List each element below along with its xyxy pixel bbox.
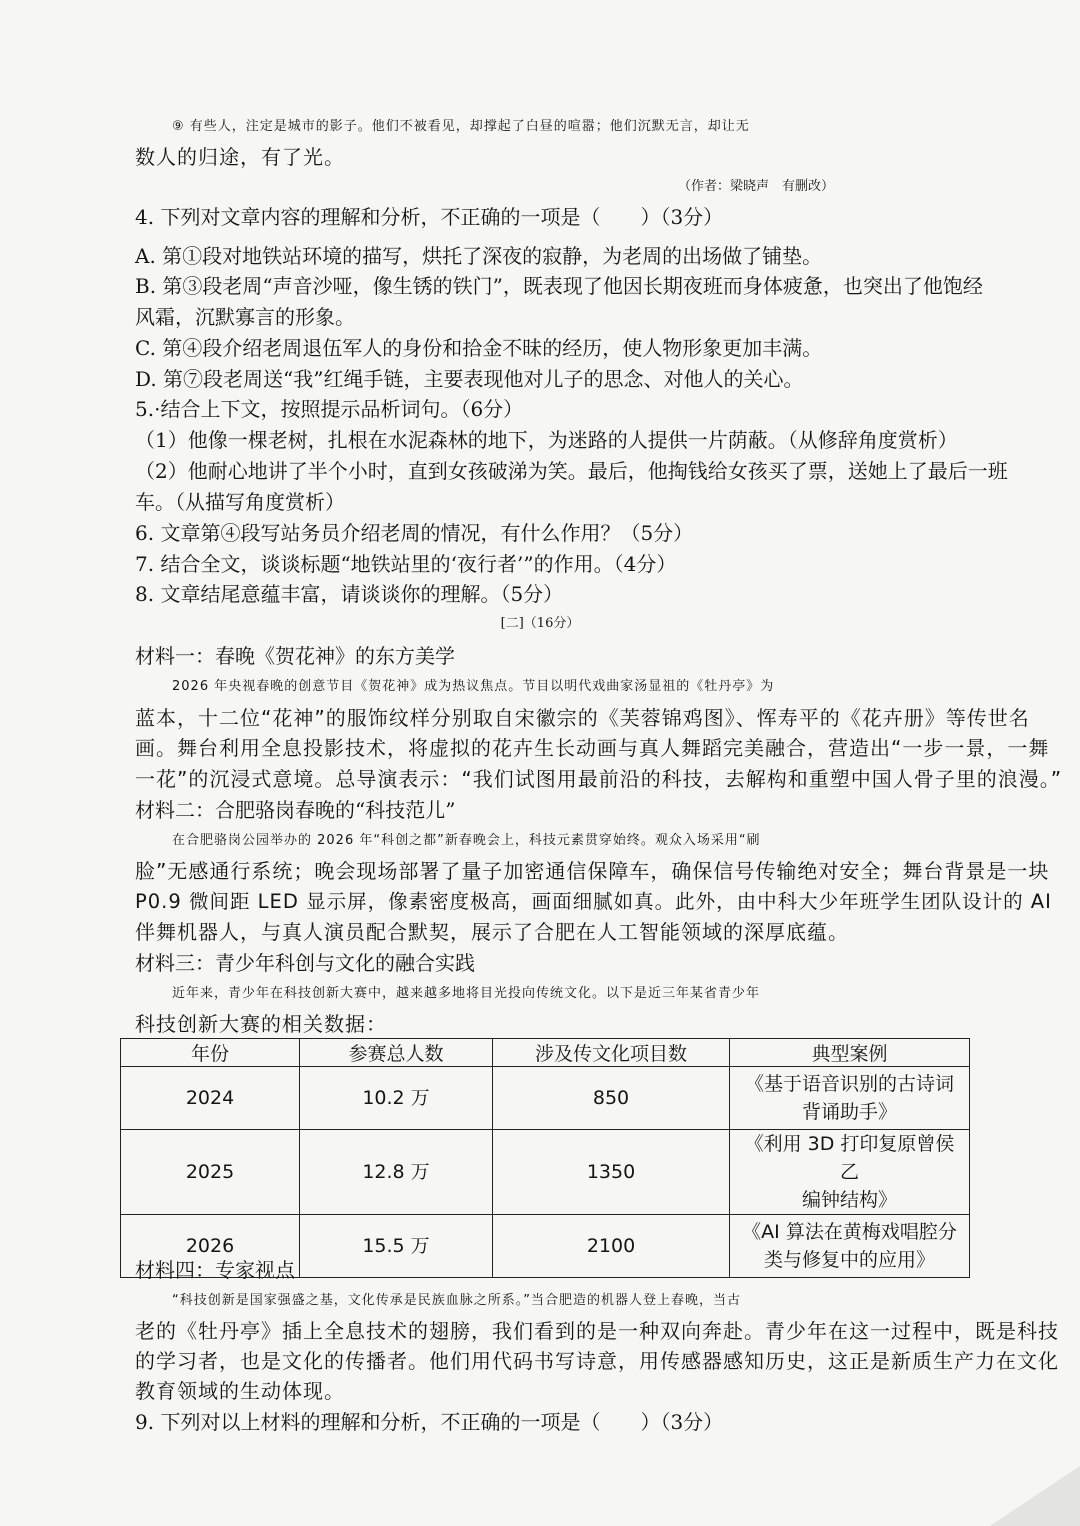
material-2-heading: 材料二：合肥骆岗春晚的“科技范儿” bbox=[135, 798, 456, 822]
question-4: 4. 下列对文章内容的理解和分析，不正确的一项是（ ）（3分） bbox=[135, 205, 724, 229]
material-3-line-2: 科技创新大赛的相关数据： bbox=[135, 1012, 387, 1036]
cell-case-line-1: 《AI 算法在黄梅戏唱腔分 bbox=[742, 1221, 957, 1243]
material-3-heading: 材料三：青少年科创与文化的融合实践 bbox=[135, 951, 475, 975]
cell-year: 2026 bbox=[121, 1215, 300, 1278]
question-9: 9. 下列对以上材料的理解和分析，不正确的一项是（ ）（3分） bbox=[135, 1410, 724, 1434]
material-2-line-3: P0.9 微间距 LED 显示屏，像素密度极高，画面细腻如真。此外，由中科大少年班学生团队设计的 AI bbox=[135, 890, 1052, 913]
cell-participants: 10.2 万 bbox=[300, 1067, 493, 1130]
cell-case bbox=[730, 1067, 970, 1130]
paragraph-9-line-1: ⑨ 有些人，注定是城市的影子。他们不被看见，却撑起了白昼的喧嚣；他们沉默无言，却让无 bbox=[172, 119, 750, 134]
table-header-row bbox=[121, 1039, 970, 1067]
material-4-line-1: “科技创新是国家强盛之基，文化传承是民族血脉之所系。”当合肥造的机器人登上春晚，当古 bbox=[172, 1293, 741, 1308]
option-4b-line-1: B. 第③段老周“声音沙哑，像生锈的铁门”，既表现了他因长期夜班而身体疲惫，也突出了他饱经 bbox=[135, 274, 983, 298]
cell-case-line-1: 《基于语音识别的古诗词 bbox=[744, 1073, 954, 1095]
cell-participants: 15.5 万 bbox=[300, 1215, 493, 1278]
material-4-line-3: 的学习者，也是文化的传播者。他们用代码书写诗意，用传感器感知历史，这正是新质生产力在文化 bbox=[135, 1349, 1059, 1373]
material-2-line-4: 伴舞机器人，与真人演员配合默契，展示了合肥在人工智能领域的深厚底蕴。 bbox=[135, 920, 849, 944]
cell-case-line-2: 类与修复中的应用》 bbox=[763, 1249, 935, 1271]
option-4d: D. 第⑦段老周送“我”红绳手链，主要表现他对儿子的思念、对他人的关心。 bbox=[135, 367, 804, 391]
table-header-case: 典型案例 bbox=[730, 1039, 970, 1067]
option-4a: A. 第①段对地铁站环境的描写，烘托了深夜的寂静，为老周的出场做了铺垫。 bbox=[135, 244, 823, 268]
cell-participants: 12.8 万 bbox=[300, 1130, 493, 1215]
option-4b-line-2: 风霜，沉默寡言的形象。 bbox=[135, 305, 355, 329]
question-5-part-2-line-2: 车。（从描写角度赏析） bbox=[135, 490, 345, 514]
cell-case bbox=[730, 1130, 970, 1215]
material-2-line-1: 在合肥骆岗公园举办的 2026 年“科创之都”新春晚会上，科技元素贯穿始终。观众入场采用“刷 bbox=[172, 833, 761, 848]
question-5-part-2-line-1: （2）他耐心地讲了半个小时，直到女孩破涕为笑。最后，他掏钱给女孩买了票，送她上了最后一班 bbox=[135, 459, 1008, 483]
material-4-heading: 材料四：专家视点 bbox=[135, 1258, 295, 1282]
material-1-line-2: 蓝本，十二位“花神”的服饰纹样分别取自宋徽宗的《芙蓉锦鸡图》、恽寿平的《花卉册》等传世名 bbox=[135, 706, 1030, 730]
table-header-projects: 涉及传文化项目数 bbox=[493, 1039, 730, 1067]
material-4-line-4: 教育领域的生动体现。 bbox=[135, 1379, 345, 1403]
table-header-participants: 参赛总人数 bbox=[300, 1039, 493, 1067]
cell-projects: 1350 bbox=[493, 1130, 730, 1215]
section-2-heading: [二]（16分） bbox=[500, 616, 580, 631]
cell-projects: 2100 bbox=[493, 1215, 730, 1278]
material-1-line-4: 一花”的沉浸式意境。总导演表示：“我们试图用最前沿的科技，去解构和重塑中国人骨子里的浪漫。” bbox=[135, 767, 1063, 791]
question-8: 8. 文章结尾意蕴丰富，请谈谈你的理解。（5分） bbox=[135, 582, 564, 606]
material-3-line-1: 近年来，青少年在科技创新大赛中，越来越多地将目光投向传统文化。以下是近三年某省青少年 bbox=[172, 986, 761, 1001]
question-7: 7. 结合全文，谈谈标题“地铁站里的‘夜行者’”的作用。（4分） bbox=[135, 552, 677, 576]
cell-projects: 850 bbox=[493, 1067, 730, 1130]
paragraph-9-line-2: 数人的归途，有了光。 bbox=[135, 145, 345, 169]
cell-case-line-2: 背诵助手》 bbox=[801, 1101, 897, 1123]
competition-data-table bbox=[120, 1038, 970, 1278]
cell-case-line-1: 《利用 3D 打印复原曾侯乙 bbox=[744, 1133, 955, 1183]
question-5: 5.·结合上下文，按照提示品析词句。（6分） bbox=[135, 397, 524, 421]
question-6: 6. 文章第④段写站务员介绍老周的情况，有什么作用？（5分） bbox=[135, 521, 694, 545]
material-1-heading: 材料一：春晚《贺花神》的东方美学 bbox=[135, 644, 455, 668]
cell-case-line-2: 编钟结构》 bbox=[801, 1189, 897, 1211]
table-row bbox=[121, 1130, 970, 1215]
page-corner-shadow bbox=[990, 1466, 1080, 1526]
cell-year: 2025 bbox=[121, 1130, 300, 1215]
material-1-line-1: 2026 年央视春晚的创意节目《贺花神》成为热议焦点。节目以明代戏曲家汤显祖的《牡丹亭》为 bbox=[172, 679, 775, 694]
cell-year: 2024 bbox=[121, 1067, 300, 1130]
material-4-line-2: 老的《牡丹亭》插上全息技术的翅膀，我们看到的是一种双向奔赴。青少年在这一过程中，既是科技 bbox=[135, 1319, 1059, 1343]
question-5-part-1: （1）他像一棵老树，扎根在水泥森林的地下，为迷路的人提供一片荫蔽。（从修辞角度赏析） bbox=[135, 428, 958, 452]
material-2-line-2: 脸”无感通行系统；晚会现场部署了量子加密通信保障车，确保信号传输绝对安全；舞台背景是一块 bbox=[135, 859, 1050, 883]
author-credit: （作者：梁晓声 有删改） bbox=[678, 179, 835, 194]
option-4c: C. 第④段介绍老周退伍军人的身份和拾金不昧的经历，使人物形象更加丰满。 bbox=[135, 336, 823, 360]
material-1-line-3: 画。舞台利用全息投影技术，将虚拟的花卉生长动画与真人舞蹈完美融合，营造出“一步一景，一舞 bbox=[135, 736, 1050, 760]
table-header-year: 年份 bbox=[121, 1039, 300, 1067]
table-row bbox=[121, 1067, 970, 1130]
